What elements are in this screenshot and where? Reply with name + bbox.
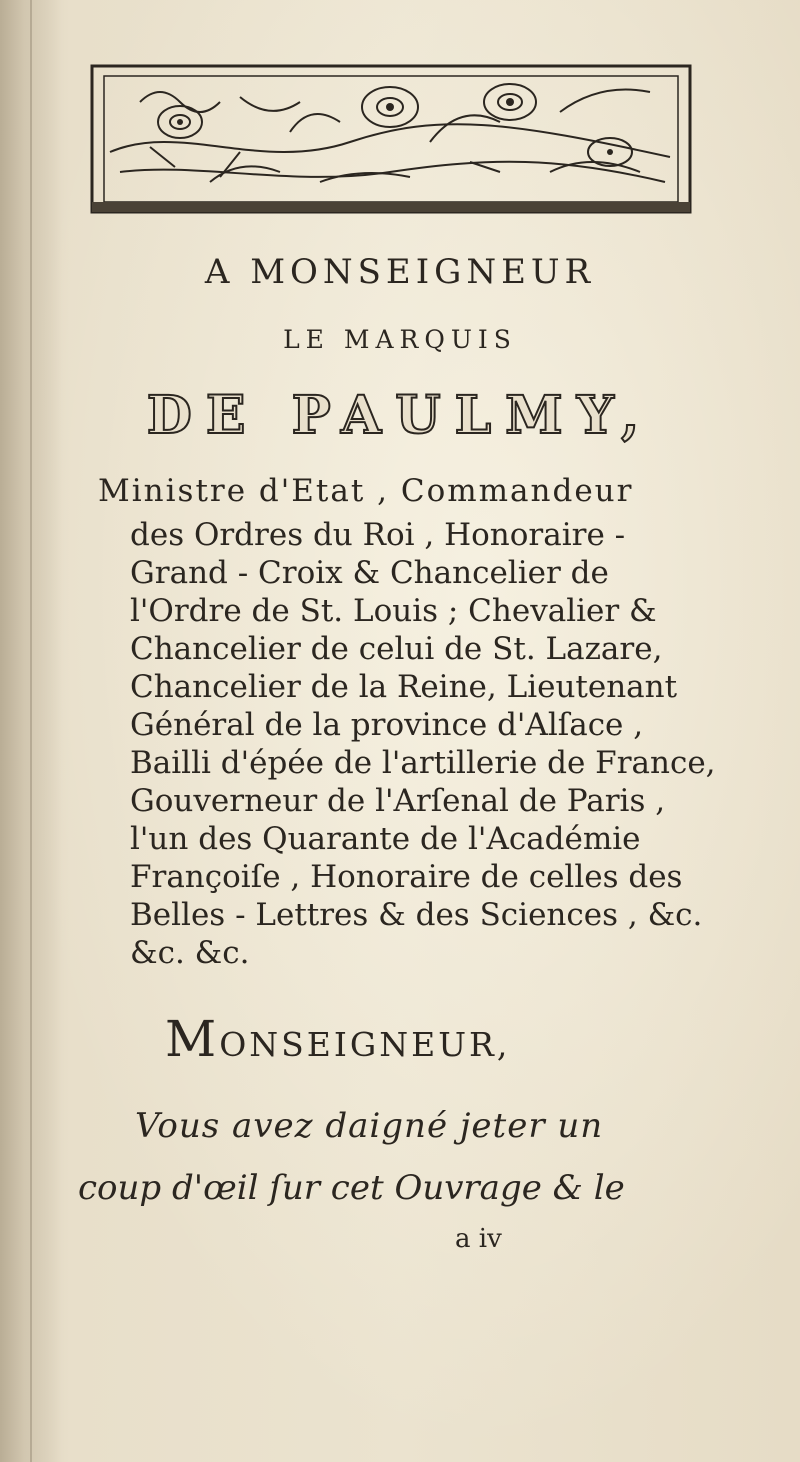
body-line-1: Vous avez daigné jeter un <box>135 1106 604 1146</box>
salutation <box>165 1010 510 1068</box>
address-line: &c. &c. <box>130 935 250 971</box>
address-line: Françoiſe , Honoraire de celles des <box>130 859 683 895</box>
address-line: l'un des Quarante de l'Académie <box>130 821 641 857</box>
address-line: Chancelier de celui de St. Lazare, <box>130 631 663 667</box>
address-line: Chancelier de la Reine, Lieutenant <box>130 669 678 705</box>
address-line: Belles - Lettres & des Sciences , &c. <box>130 897 703 933</box>
dedication-line-3: DE PAULMY, <box>146 385 654 446</box>
salutation-text: ONSEIGNEUR, <box>219 1025 511 1064</box>
address-line: Bailli d'épée de l'artillerie de France, <box>130 745 716 781</box>
floral-headpiece-ornament <box>90 62 692 216</box>
address-line: Gouverneur de l'Arſenal de Paris , <box>130 783 666 819</box>
address-line: Ministre d'Etat , Commandeur <box>98 473 634 509</box>
address-line: Général de la province d'Alſace , <box>130 707 644 743</box>
address-line: l'Ordre de St. Louis ; Chevalier & <box>130 593 657 629</box>
binding-shadow <box>30 0 32 1462</box>
address-line: des Ordres du Roi , Honoraire - <box>130 517 626 553</box>
dedication-line-2: LE MARQUIS <box>283 325 517 354</box>
dedication-line-1: A MONSEIGNEUR <box>204 252 596 292</box>
signature-mark: a iv <box>455 1224 502 1254</box>
address-line: Grand - Croix & Chancelier de <box>130 555 609 591</box>
body-line-2: coup d'œil ſur cet Ouvrage & le <box>78 1168 625 1208</box>
salutation-initial: M <box>165 1010 220 1068</box>
